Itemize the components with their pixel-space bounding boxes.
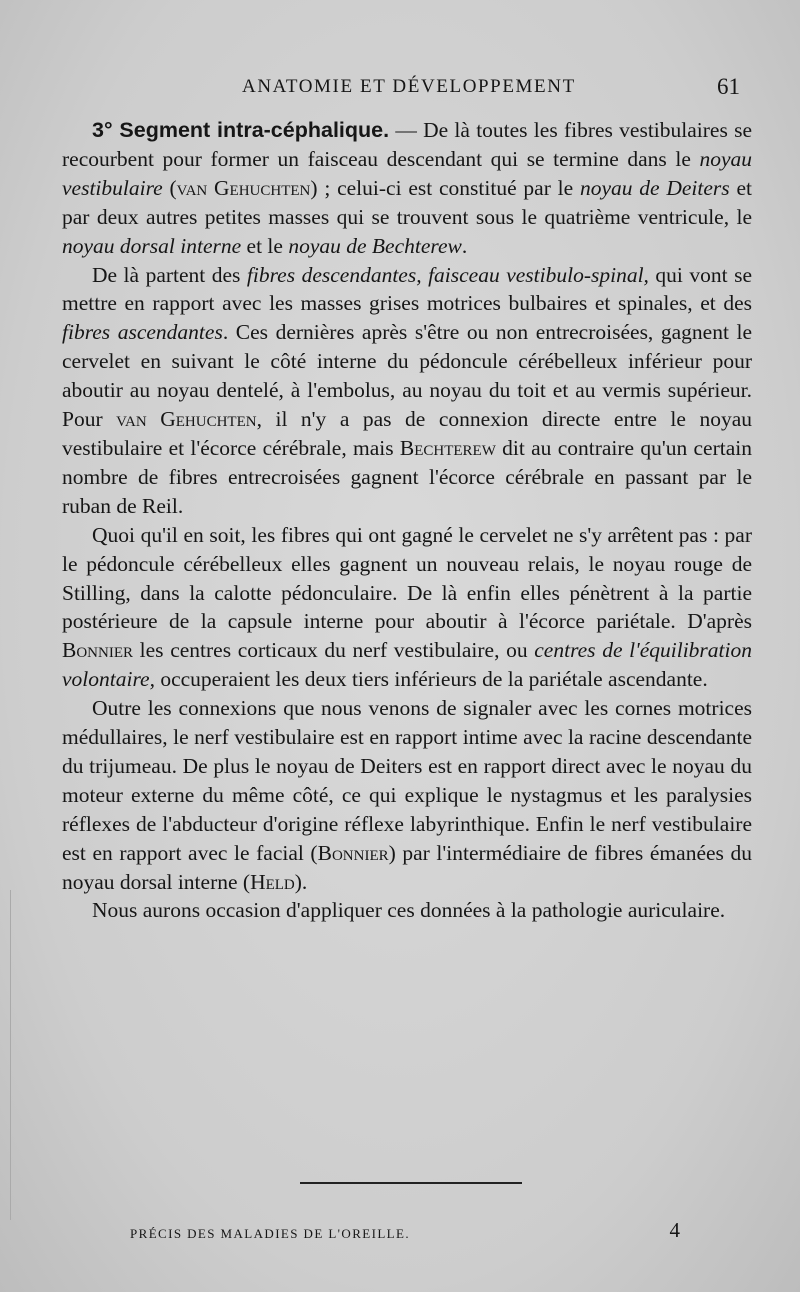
author-name: Bechterew: [399, 435, 496, 460]
text-run: — De là toutes les fibres vestibulaires se recourbent pour former un faisceau descendant qui se termine dans le: [62, 118, 752, 171]
paragraph-closing: [62, 896, 752, 925]
text-run: Outre les connexions que nous venons de signaler avec les cornes motrices médullaires, le nerf vestibulaire est en rapport intime avec la racine descendante du trijumeau. De plus le noyau de Deiters est en rapport direct avec le noyau du moteur externe du même côté, ce qui explique le nystagmus et les paralysies réflexes de l'abducteur d'origine réflexe labyrinthique. Enfin le nerf vestibulaire est en rapport avec le facial (: [62, 696, 752, 865]
term-italic: fibres descendantes, faisceau vestibulo-spinal,: [246, 262, 649, 287]
term-italic: centres de l'équilibration volontaire,: [62, 638, 752, 692]
term-italic: noyau dorsal interne: [62, 233, 242, 258]
text-run: et par deux autres petites masses qui se trouvent sous le quatrième ventricule, le: [62, 175, 752, 229]
author-name: Held: [250, 869, 295, 894]
text-run: dit au contraire qu'un certain nombre de fibres entrecroisées gagnent l'écorce cérébrale en passant par le ruban de Reil.: [62, 435, 753, 518]
section-heading: 3° Segment intra-céphalique.: [92, 118, 390, 142]
page-edge-line: [10, 890, 11, 1220]
text-run: .: [461, 233, 468, 258]
text-run: ).: [294, 869, 308, 894]
author-name: Bonnier: [62, 638, 134, 663]
text-run: . Ces dernières après s'être ou non entrecroisées, gagnent le cervelet en suivant le côté interne du pédoncule cérébelleux inférieur pour aboutir au noyau dentelé, à l'embolus, au noyau du toit et au vermis supérieur. Pour: [62, 320, 752, 432]
paragraph-other-connexions: [62, 694, 752, 896]
term-italic: noyau vestibulaire: [62, 146, 752, 200]
text-run: De là partent des: [92, 262, 247, 287]
section-divider-rule: [300, 1182, 522, 1184]
text-run: ) ; celui-ci est constitué par le: [310, 175, 580, 200]
term-italic: fibres ascendantes: [62, 320, 223, 345]
paragraph-cortical-centres: [62, 521, 752, 694]
paragraph-descending-fibres: [62, 261, 752, 521]
author-name: van Gehuchten: [116, 407, 257, 432]
running-title: ANATOMIE ET DÉVELOPPEMENT: [242, 76, 576, 97]
term-italic: noyau de Bechterew: [288, 233, 462, 258]
text-run: et le: [241, 233, 289, 258]
signature-mark: 4: [669, 1218, 680, 1242]
page-number: 61: [717, 74, 740, 99]
author-name: Bonnier: [317, 840, 389, 865]
text-run: Nous aurons occasion d'appliquer ces données à la pathologie auriculaire.: [92, 898, 726, 923]
paragraph-intracephalic-segment: [62, 116, 752, 261]
text-run: , il n'y a pas de connexion directe entre le noyau vestibulaire et l'écorce cérébrale, mais: [62, 407, 752, 460]
text-run: les centres corticaux du nerf vestibulaire, ou: [133, 638, 535, 663]
text-run: (: [162, 175, 177, 200]
page-header: [62, 74, 740, 104]
term-italic: noyau de Deiters: [579, 175, 730, 200]
page-footer: [130, 1218, 690, 1246]
text-run: Quoi qu'il en soit, les fibres qui ont gagné le cervelet ne s'y arrêtent pas : par le pédoncule cérébelleux elles gagnent un nouveau relais, le noyau rouge de Stilling, dans la calotte pédonculaire. De là enfin elles pénètrent à la partie postérieure de la capsule interne pour aboutir à l'écorce pariétale. D'après: [62, 522, 752, 634]
body-text: [62, 116, 752, 925]
text-run: occuperaient les deux tiers inférieurs de la pariétale ascendante.: [154, 667, 708, 692]
book-title: PRÉCIS DES MALADIES DE L'OREILLE.: [130, 1226, 411, 1241]
text-run: qui vont se mettre en rapport avec les masses grises motrices bulbaires et spinales, et des: [62, 262, 753, 316]
text-run: ) par l'intermédiaire de fibres émanées du noyau dorsal interne (: [62, 840, 752, 894]
author-name: van Gehuchten: [176, 175, 311, 200]
